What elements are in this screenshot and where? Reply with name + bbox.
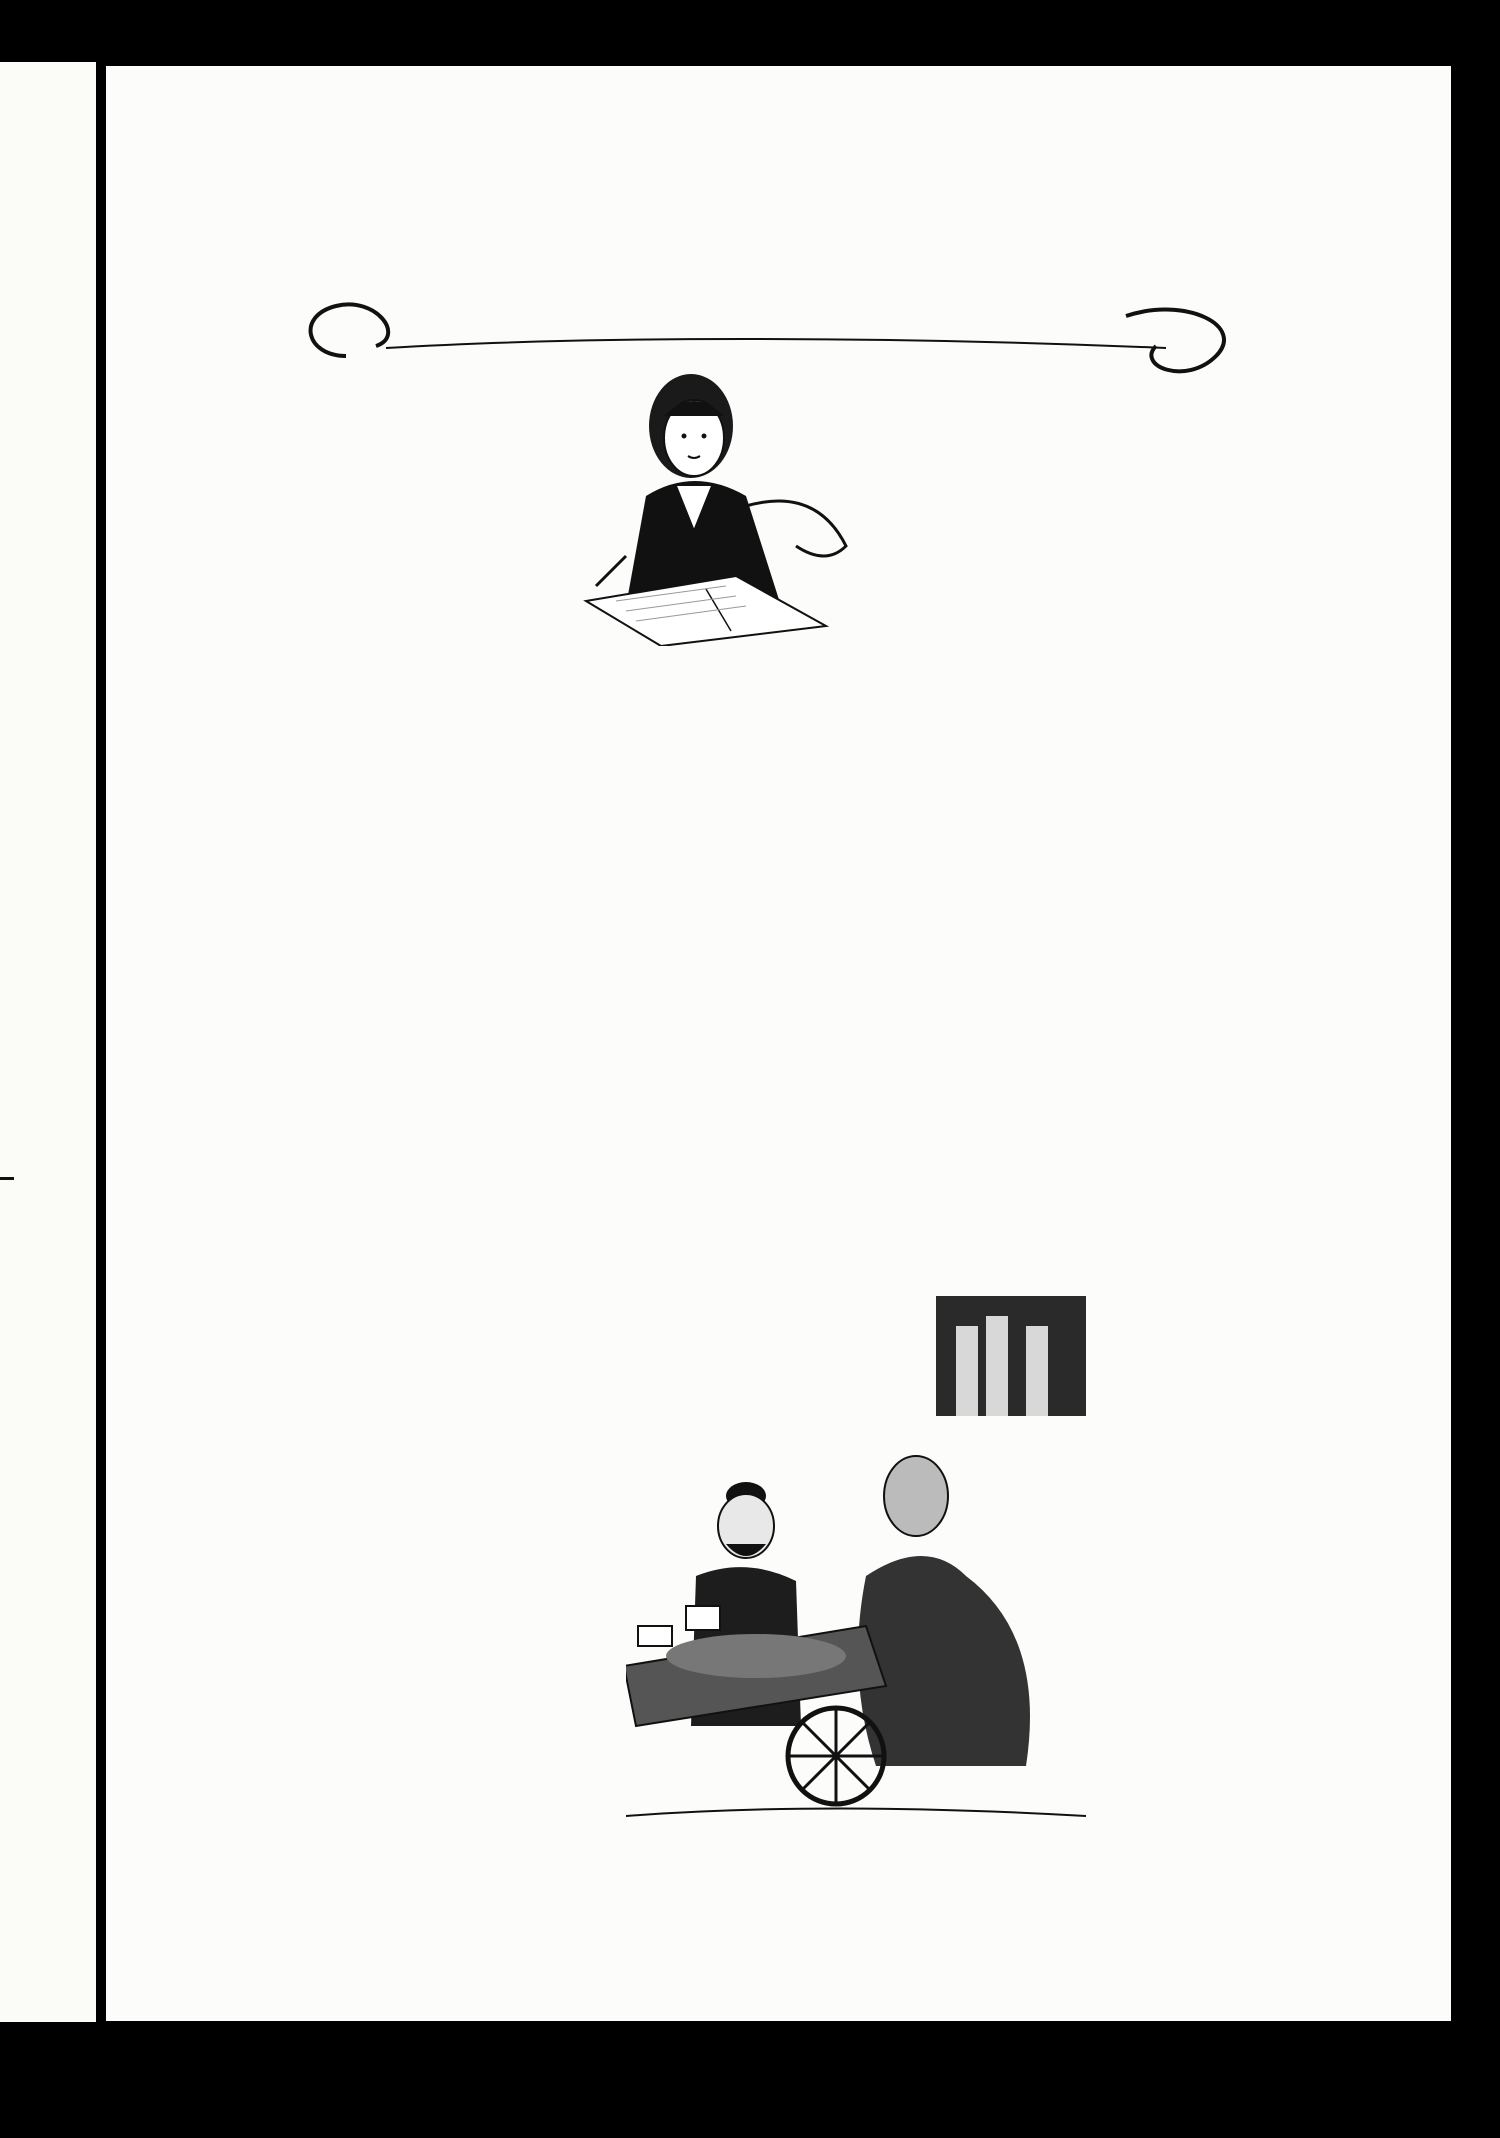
left-page-edge [0,62,96,2022]
column-1 [120,338,400,342]
diary-writer-illustration [566,356,906,646]
magazine-page [106,66,1451,2021]
page-gutter [96,62,106,2022]
column-3 [696,338,976,360]
vendor-cartoon [626,1296,1096,1856]
left-page-dash [0,1177,14,1180]
